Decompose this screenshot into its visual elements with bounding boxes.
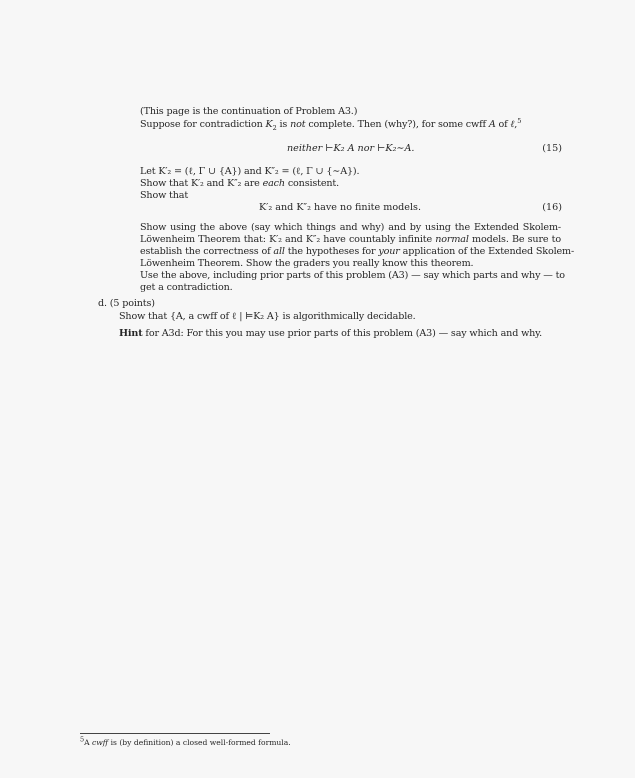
text: application of the Extended Skolem- [399, 246, 575, 257]
show-that-line: Show that [140, 190, 189, 201]
text: complete. Then (why?), for some cwff [305, 119, 489, 130]
text: is (by definition) a closed well-formed formula. [108, 738, 291, 747]
footnote [80, 735, 291, 748]
math-a: A [488, 119, 496, 130]
paragraph-line-2 [140, 234, 561, 246]
text: establish the correctness of [140, 246, 274, 257]
text: A [84, 738, 93, 747]
emphasis-all: all [273, 246, 285, 257]
hint-label: Hint [119, 328, 143, 339]
emphasis-normal: normal [435, 234, 469, 245]
math-k: K [265, 119, 273, 130]
text: , [514, 119, 518, 130]
footnote-rule [80, 733, 270, 734]
emphasis-your: your [378, 246, 400, 257]
paragraph-line-5: Use the above, including prior parts of this problem (A3) — say which parts and why — to [140, 270, 565, 281]
consistency-line [140, 178, 339, 190]
emphasis-cwff: cwff [92, 738, 109, 747]
paragraph-line-1: Show using the above (say which things and why) and by using the Extended Skolem- [140, 222, 561, 233]
text: Suppose for contradiction [140, 119, 266, 130]
footnote-ref: 5 [517, 116, 522, 125]
text: is [276, 119, 291, 130]
paragraph-line-3 [140, 246, 575, 258]
emphasis-each: each [262, 178, 285, 189]
part-d-statement: Show that {A, a cwff of ℓ | ⊨K₂ A} is algorithmically decidable. [119, 311, 416, 322]
hint-text: for A3d: For this you may use prior parts of this problem (A3) — say which and why. [142, 328, 543, 339]
equation-16: K′₂ and K″₂ have no finite models. [259, 202, 421, 213]
text: models. Be sure to [468, 234, 561, 245]
text: Show that K′₂ and K″₂ are [140, 178, 263, 189]
equation-number-16: (16) [542, 202, 562, 213]
contradiction-line [140, 116, 522, 132]
text: consistent. [284, 178, 340, 189]
paragraph-line-4: Löwenheim Theorem. Show the graders you really know this theorem. [140, 258, 474, 269]
continuation-note: (This page is the continuation of Problem A3.) [140, 106, 358, 117]
part-d-heading: d. (5 points) [98, 298, 155, 309]
text: the hypotheses for [284, 246, 379, 257]
equation-number-15: (15) [542, 143, 562, 154]
paragraph-line-6: get a contradiction. [140, 282, 233, 293]
math-sub: 2 [272, 123, 277, 132]
definition-line: Let K′₂ = (ℓ, Γ ∪ {A}) and K″₂ = (ℓ, Γ ∪ {∼A}). [140, 166, 360, 177]
math-ell: ℓ [510, 119, 515, 130]
emphasis-not: not [290, 119, 306, 130]
footnote-number: 5 [80, 735, 85, 744]
equation-15 [287, 143, 414, 155]
text: Löwenheim Theorem that: K′₂ and K″₂ have countably infinite [140, 234, 436, 245]
hint-line [119, 328, 542, 340]
equation-text: neither ⊢K₂ A nor ⊢K₂∼A. [287, 143, 415, 154]
text: of [495, 119, 511, 130]
